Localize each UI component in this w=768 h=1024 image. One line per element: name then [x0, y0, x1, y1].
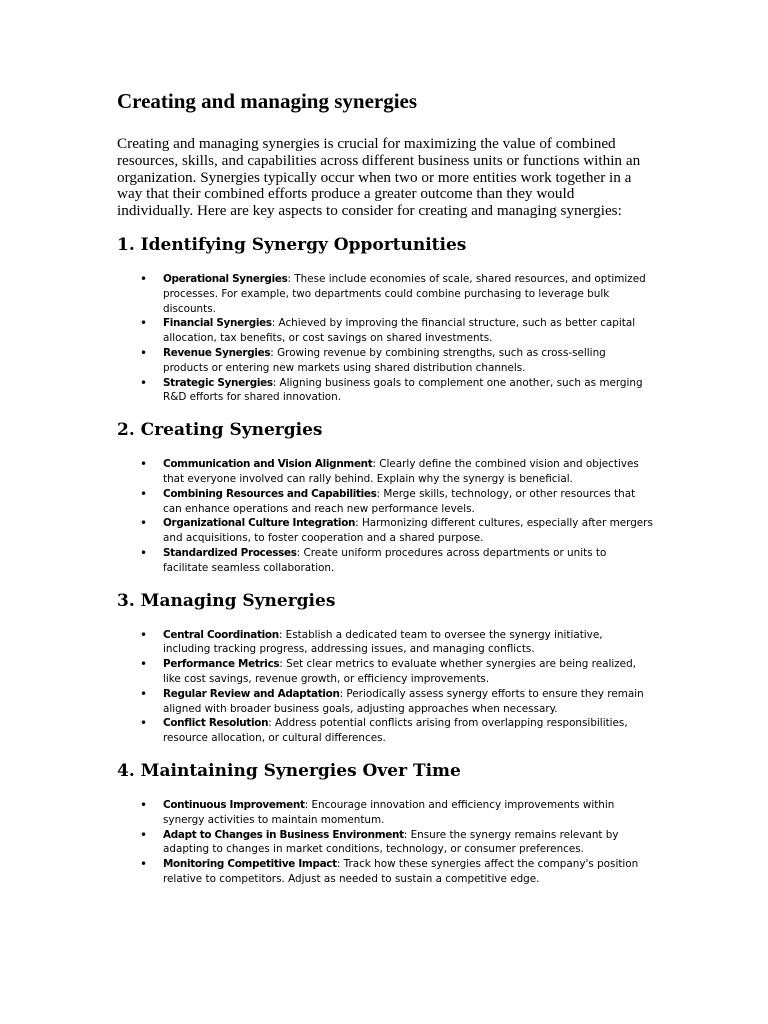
item-term: Operational Synergies	[163, 272, 288, 285]
section-identifying	[117, 234, 653, 405]
bullet-icon: •	[140, 486, 148, 501]
bullet-list	[117, 272, 653, 405]
bullet-icon: •	[140, 627, 148, 642]
list-item	[117, 457, 653, 487]
item-term: Continuous Improvement	[163, 798, 305, 811]
bullet-icon: •	[140, 857, 148, 872]
page-title: Creating and managing synergies	[117, 89, 418, 113]
bullet-icon: •	[140, 345, 148, 360]
bullet-list	[117, 798, 653, 887]
item-term: Financial Synergies	[163, 317, 272, 330]
section-heading: 1. Identifying Synergy Opportunities	[117, 234, 467, 255]
bullet-list	[117, 628, 653, 746]
item-term: Revenue Synergies	[163, 346, 271, 359]
bullet-icon: •	[140, 657, 148, 672]
item-text: : Create uniform procedures across departments or units to facilitate seamless collaboration.	[163, 546, 607, 574]
intro-paragraph: Creating and managing synergies is crucial for maximizing the value of combined resources, skills, and capabilities across different business units or functions within an organization. Synergies typically occur when two or more entities work together in a way that their combined efforts produce a greater outcome than they would individually. Here are key aspects to consider for creating and managing synergies:	[117, 135, 641, 220]
list-item	[117, 628, 653, 658]
item-term: Communication and Vision Alignment	[163, 458, 373, 471]
section-heading: 3. Managing Synergies	[117, 590, 336, 611]
bullet-icon: •	[140, 375, 148, 390]
list-item	[117, 798, 653, 828]
bullet-icon: •	[140, 516, 148, 531]
bullet-list	[117, 457, 653, 575]
item-text: : Address potential conflicts arising from overlapping responsibilities, resource allocation, or cultural differences.	[163, 717, 628, 745]
item-term: Standardized Processes	[163, 546, 297, 559]
item-text: : These include economies of scale, shared resources, and optimized processes. For example, two departments could combine purchasing to leverage bulk discounts.	[163, 272, 646, 315]
item-text: : Encourage innovation and efficiency improvements within synergy activities to maintain momentum.	[163, 798, 615, 826]
item-term: Monitoring Competitive Impact	[163, 858, 337, 871]
bullet-icon: •	[140, 686, 148, 701]
item-term: Regular Review and Adaptation	[163, 687, 340, 700]
bullet-icon: •	[140, 545, 148, 560]
item-text: : Achieved by improving the financial structure, such as better capital allocation, tax benefits, or cost savings on shared investments.	[163, 317, 636, 345]
list-item	[117, 657, 653, 687]
item-term: Adapt to Changes in Business Environment	[163, 828, 404, 841]
item-text: : Establish a dedicated team to oversee the synergy initiative, including tracking progress, addressing issues, and managing conflicts.	[163, 628, 603, 656]
list-item	[117, 546, 653, 576]
section-heading: 4. Maintaining Synergies Over Time	[117, 760, 461, 781]
bullet-icon: •	[140, 797, 148, 812]
item-text: : Set clear metrics to evaluate whether synergies are being realized, like cost savings, revenue growth, or efficiency improvements.	[163, 658, 636, 685]
list-item	[117, 272, 653, 316]
item-term: Performance Metrics	[163, 658, 280, 671]
item-text: : Harmonizing different cultures, especially after mergers and acquisitions, to foster cooperation and a shared purpose.	[163, 517, 653, 545]
item-text: : Clearly define the combined vision and objectives that everyone involved can rally behind. Explain why the synergy is beneficial.	[163, 458, 639, 485]
item-text: : Ensure the synergy remains relevant by adapting to changes in market conditions, technology, or consumer preferences.	[163, 828, 619, 856]
bullet-icon: •	[140, 457, 148, 472]
item-text: : Growing revenue by combining strengths, such as cross-selling products or entering new markets using shared distribution channels.	[163, 346, 606, 374]
item-text: : Aligning business goals to complement one another, such as merging R&D efforts for shared innovation.	[163, 376, 643, 404]
item-text: : Merge skills, technology, or other resources that can enhance operations and reach new performance levels.	[163, 487, 636, 515]
list-item	[117, 716, 653, 746]
item-term: Central Coordination	[163, 628, 279, 641]
item-text: : Periodically assess synergy efforts to ensure they remain aligned with broader business goals, adjusting approaches when necessary.	[163, 687, 644, 715]
item-term: Organizational Culture Integration	[163, 517, 356, 530]
list-item	[117, 857, 653, 887]
document-page	[117, 88, 653, 901]
list-item	[117, 687, 653, 717]
list-item	[117, 316, 653, 346]
list-item	[117, 346, 653, 376]
bullet-icon: •	[140, 316, 148, 331]
bullet-icon: •	[140, 827, 148, 842]
section-creating	[117, 419, 653, 575]
section-managing	[117, 590, 653, 746]
bullet-icon: •	[140, 716, 148, 731]
item-text: : Track how these synergies affect the company's position relative to competitors. Adjust as needed to sustain a competitive edge.	[163, 858, 639, 885]
bullet-icon: •	[140, 271, 148, 286]
item-term: Strategic Synergies	[163, 376, 273, 389]
item-term: Conflict Resolution	[163, 717, 269, 730]
list-item	[117, 516, 653, 546]
section-heading: 2. Creating Synergies	[117, 420, 323, 441]
list-item	[117, 828, 653, 858]
section-maintaining	[117, 760, 653, 887]
list-item	[117, 376, 653, 406]
item-term: Combining Resources and Capabilities	[163, 487, 377, 500]
list-item	[117, 487, 653, 517]
